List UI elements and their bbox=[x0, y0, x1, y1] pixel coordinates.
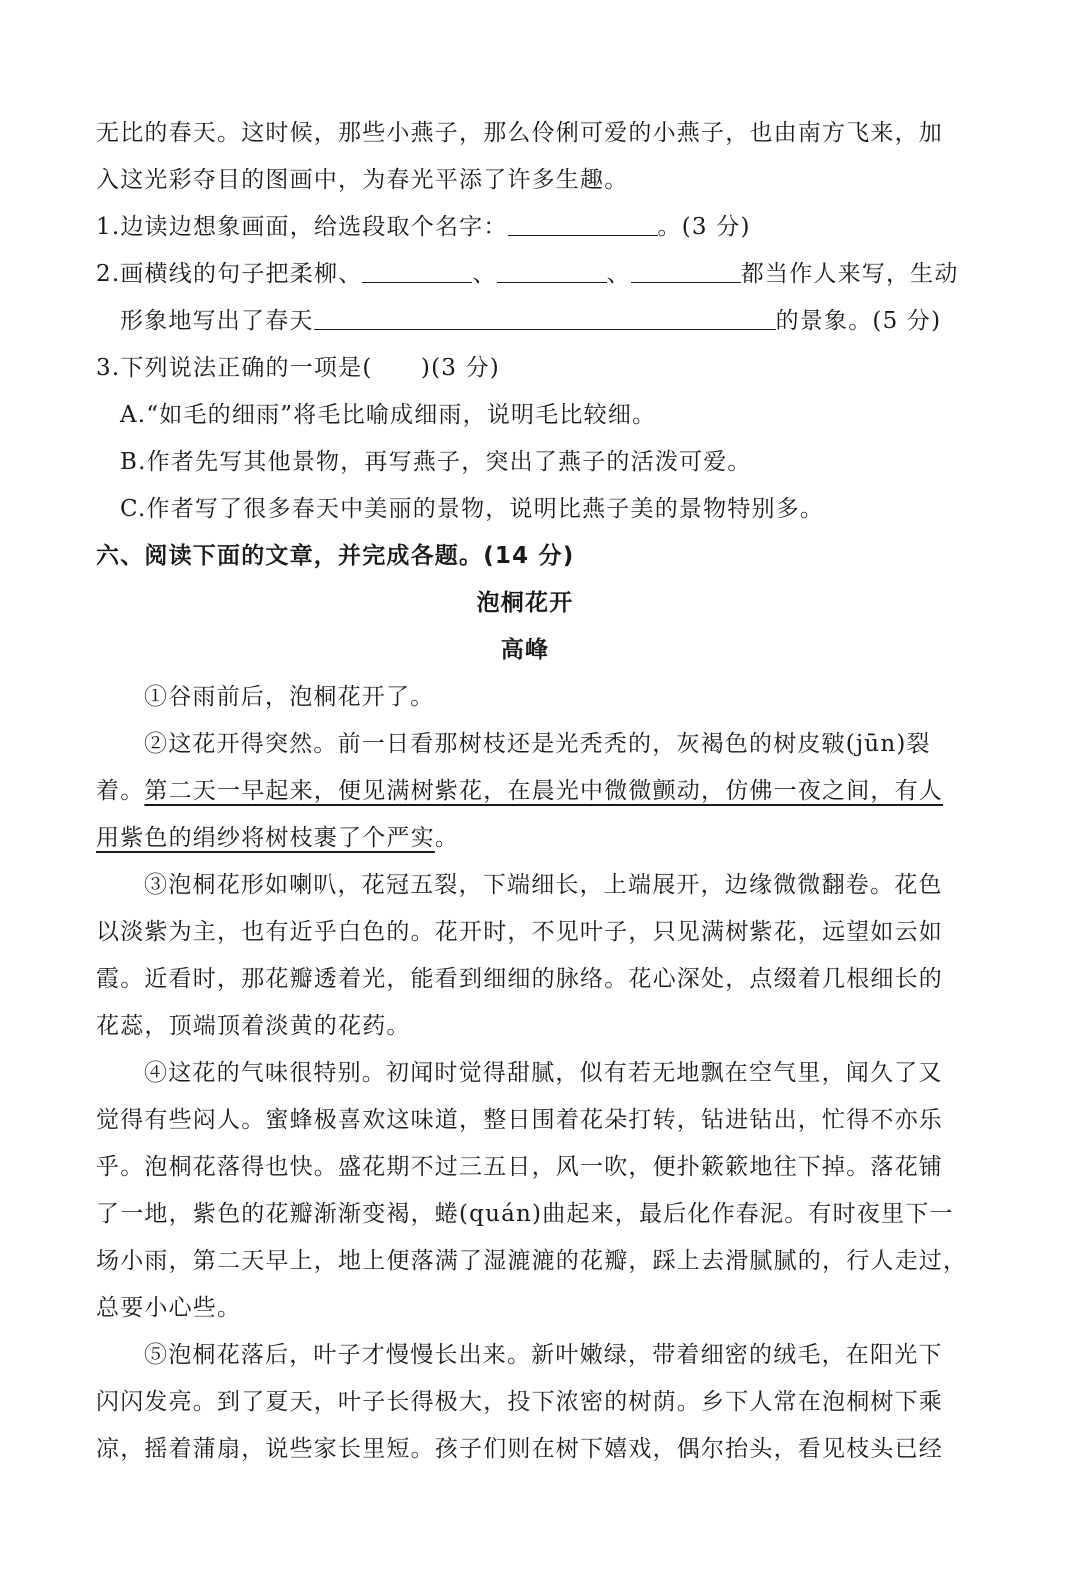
separator: 、 bbox=[472, 261, 497, 287]
question-1 bbox=[96, 212, 751, 242]
paragraph-4-line: 场小雨，第二天早上，地上便落满了湿漉漉的花瓣，踩上去滑腻腻的，行人走过， bbox=[96, 1248, 968, 1274]
question-2-cont bbox=[120, 306, 941, 336]
paragraph-5-line: ⑤泡桐花落后，叶子才慢慢长出来。新叶嫩绿，带着细密的绒毛，在阳光下 bbox=[144, 1342, 943, 1368]
plain-text: 。 bbox=[434, 825, 460, 851]
article-title: 泡桐花开 bbox=[476, 590, 574, 616]
paragraph-2-line bbox=[96, 823, 459, 853]
plain-text: 着。 bbox=[96, 778, 145, 804]
underlined-sentence: 用紫色的绢纱将树枝裹了个严实 bbox=[96, 825, 435, 851]
answer-blank[interactable] bbox=[497, 260, 607, 283]
underlined-sentence: 第二天一早起来，便见满树紫花，在晨光中微微颤动，仿佛一夜之间，有人 bbox=[144, 778, 944, 804]
paragraph-3-line: 花蕊，顶端顶着淡黄的花药。 bbox=[96, 1013, 411, 1039]
answer-blank[interactable] bbox=[631, 260, 741, 283]
paragraph-5-line: 凉，摇着蒲扇，说些家长里短。孩子们则在树下嬉戏，偶尔抬头，看见枝头已经 bbox=[96, 1436, 943, 1462]
paragraph-3-line: 霞。近看时，那花瓣透着光，能看到细细的脉络。花心深处，点缀着几根细长的 bbox=[96, 966, 943, 992]
question-2-text: 的景象。(5 分) bbox=[775, 308, 942, 334]
question-2-text: 都当作人来写，生动 bbox=[740, 261, 959, 287]
question-2 bbox=[96, 259, 959, 289]
option-c[interactable]: C.作者写了很多春天中美丽的景物，说明比燕子美的景物特别多。 bbox=[120, 496, 825, 522]
answer-blank[interactable] bbox=[508, 213, 658, 236]
paragraph-2-line bbox=[96, 776, 943, 806]
paragraph-4-line: 觉得有些闷人。蜜蜂极喜欢这味道，整日围着花朵打转，钻进钻出，忙得不亦乐 bbox=[96, 1107, 943, 1133]
option-a[interactable]: A.“如毛的细雨”将毛比喻成细雨，说明毛比较细。 bbox=[120, 402, 657, 428]
article-author: 高峰 bbox=[500, 637, 550, 663]
section-heading: 六、阅读下面的文章，并完成各题。(14 分) bbox=[96, 543, 575, 569]
paragraph-4-line: 总要小心些。 bbox=[96, 1295, 242, 1321]
question-2-text: 形象地写出了春天 bbox=[120, 308, 314, 334]
question-1-text: 1.边读边想象画面，给选段取个名字： bbox=[96, 214, 508, 240]
answer-blank[interactable] bbox=[314, 307, 776, 330]
passage-line: 入这光彩夺目的图画中，为春光平添了许多生趣。 bbox=[96, 167, 629, 193]
question-3-stem: 3.下列说法正确的一项是( )(3 分) bbox=[96, 355, 500, 381]
question-2-text: 2.画横线的句子把柔柳、 bbox=[96, 261, 363, 287]
passage-line: 无比的春天。这时候，那些小燕子，那么伶俐可爱的小燕子，也由南方飞来，加 bbox=[96, 120, 943, 146]
paragraph-5-line: 闪闪发亮。到了夏天，叶子长得极大，投下浓密的树荫。乡下人常在泡桐树下乘 bbox=[96, 1389, 943, 1415]
paragraph-3-line: ③泡桐花形如喇叭，花冠五裂，下端细长，上端展开，边缘微微翻卷。花色 bbox=[144, 872, 943, 898]
paragraph-1: ①谷雨前后，泡桐花开了。 bbox=[144, 684, 435, 710]
paragraph-3-line: 以淡紫为主，也有近乎白色的。花开时，不见叶子，只见满树紫花，远望如云如 bbox=[96, 919, 943, 945]
answer-blank[interactable] bbox=[362, 260, 472, 283]
paragraph-4-line: ④这花的气味很特别。初闻时觉得甜腻，似有若无地飘在空气里，闻久了又 bbox=[144, 1060, 943, 1086]
question-1-tail: 。(3 分) bbox=[657, 214, 751, 240]
paragraph-4-line: 乎。泡桐花落得也快。盛花期不过三五日，风一吹，便扑簌簌地往下掉。落花铺 bbox=[96, 1154, 943, 1180]
option-b[interactable]: B.作者先写其他景物，再写燕子，突出了燕子的活泼可爱。 bbox=[120, 449, 752, 475]
separator: 、 bbox=[606, 261, 631, 287]
paragraph-4-line: 了一地，紫色的花瓣渐渐变褐，蜷(quán)曲起来，最后化作春泥。有时夜里下一 bbox=[96, 1201, 954, 1227]
paragraph-2-line: ②这花开得突然。前一日看那树枝还是光秃秃的，灰褐色的树皮皲(jūn)裂 bbox=[144, 731, 931, 757]
